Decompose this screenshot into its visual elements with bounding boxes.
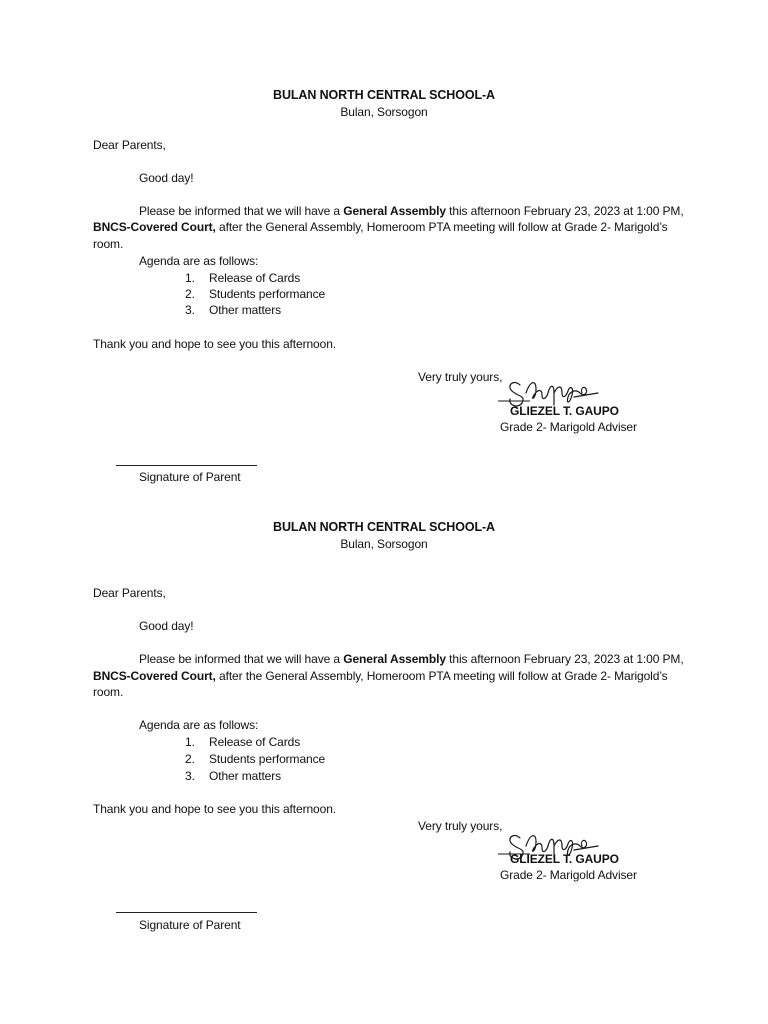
parent-signature-line <box>116 912 257 913</box>
school-name: BULAN NORTH CENTRAL SCHOOL-A <box>273 88 495 102</box>
body-intro: Please be informed that we will have a <box>139 204 344 218</box>
greeting: Good day! <box>139 171 194 185</box>
agenda-item-number: 1. <box>185 735 195 749</box>
agenda-item-number: 3. <box>185 303 195 317</box>
body-paragraph-line-2 <box>93 669 668 683</box>
valediction: Very truly yours, <box>418 370 503 384</box>
event-name: General Assembly <box>343 204 446 218</box>
agenda-item-text: Other matters <box>209 769 282 783</box>
letter-2 <box>0 432 768 932</box>
agenda-item-number: 1. <box>185 271 195 285</box>
body-paragraph-line-1 <box>139 204 684 218</box>
signer-name: GLIEZEL T. GAUPO <box>510 852 619 866</box>
agenda-item-text: Students performance <box>209 752 326 766</box>
event-venue: BNCS-Covered Court, <box>93 220 216 234</box>
agenda-item-text: Other matters <box>209 303 282 317</box>
agenda-item-text: Students performance <box>209 287 326 301</box>
salutation: Dear Parents, <box>93 138 166 152</box>
agenda-intro: Agenda are as follows: <box>139 718 259 732</box>
salutation: Dear Parents, <box>93 586 166 600</box>
agenda-item-number: 2. <box>185 752 195 766</box>
agenda-item-text: Release of Cards <box>209 271 301 285</box>
agenda-intro: Agenda are as follows: <box>139 254 259 268</box>
event-venue: BNCS-Covered Court, <box>93 669 216 683</box>
signer-name: GLIEZEL T. GAUPO <box>510 404 619 418</box>
letter-1 <box>0 0 768 484</box>
event-name: General Assembly <box>343 652 446 666</box>
agenda-item <box>185 271 300 285</box>
parent-signature-caption: Signature of Parent <box>139 918 241 932</box>
agenda-item <box>185 735 300 749</box>
body-paragraph-line-2 <box>93 220 668 234</box>
agenda-item <box>185 303 281 317</box>
school-location: Bulan, Sorsogon <box>340 105 428 119</box>
closing-thanks: Thank you and hope to see you this afternoon. <box>93 337 337 351</box>
body-after: after the General Assembly, Homeroom PTA meeting will follow at Grade 2- Marigold’s <box>215 669 668 683</box>
parent-signature-caption: Signature of Parent <box>139 470 241 484</box>
greeting: Good day! <box>139 619 194 633</box>
body-paragraph-line-1 <box>139 652 684 666</box>
signer-title: Grade 2- Marigold Adviser <box>500 868 637 882</box>
event-when: this afternoon February 23, 2023 at 1:00 PM, <box>445 204 684 218</box>
school-name: BULAN NORTH CENTRAL SCHOOL-A <box>273 520 495 534</box>
school-location: Bulan, Sorsogon <box>340 537 428 551</box>
agenda-item-number: 2. <box>185 287 195 301</box>
agenda-item-text: Release of Cards <box>209 735 301 749</box>
valediction: Very truly yours, <box>418 819 503 833</box>
agenda-item-number: 3. <box>185 769 195 783</box>
agenda-item <box>185 752 325 766</box>
body-paragraph-line-3: room. <box>93 685 124 699</box>
body-paragraph-line-3: room. <box>93 237 124 251</box>
body-intro: Please be informed that we will have a <box>139 652 344 666</box>
body-after: after the General Assembly, Homeroom PTA meeting will follow at Grade 2- Marigold’s <box>215 220 668 234</box>
agenda-item <box>185 287 325 301</box>
signer-title: Grade 2- Marigold Adviser <box>500 420 637 434</box>
closing-thanks: Thank you and hope to see you this afternoon. <box>93 802 337 816</box>
event-when: this afternoon February 23, 2023 at 1:00 PM, <box>445 652 684 666</box>
agenda-item <box>185 769 281 783</box>
